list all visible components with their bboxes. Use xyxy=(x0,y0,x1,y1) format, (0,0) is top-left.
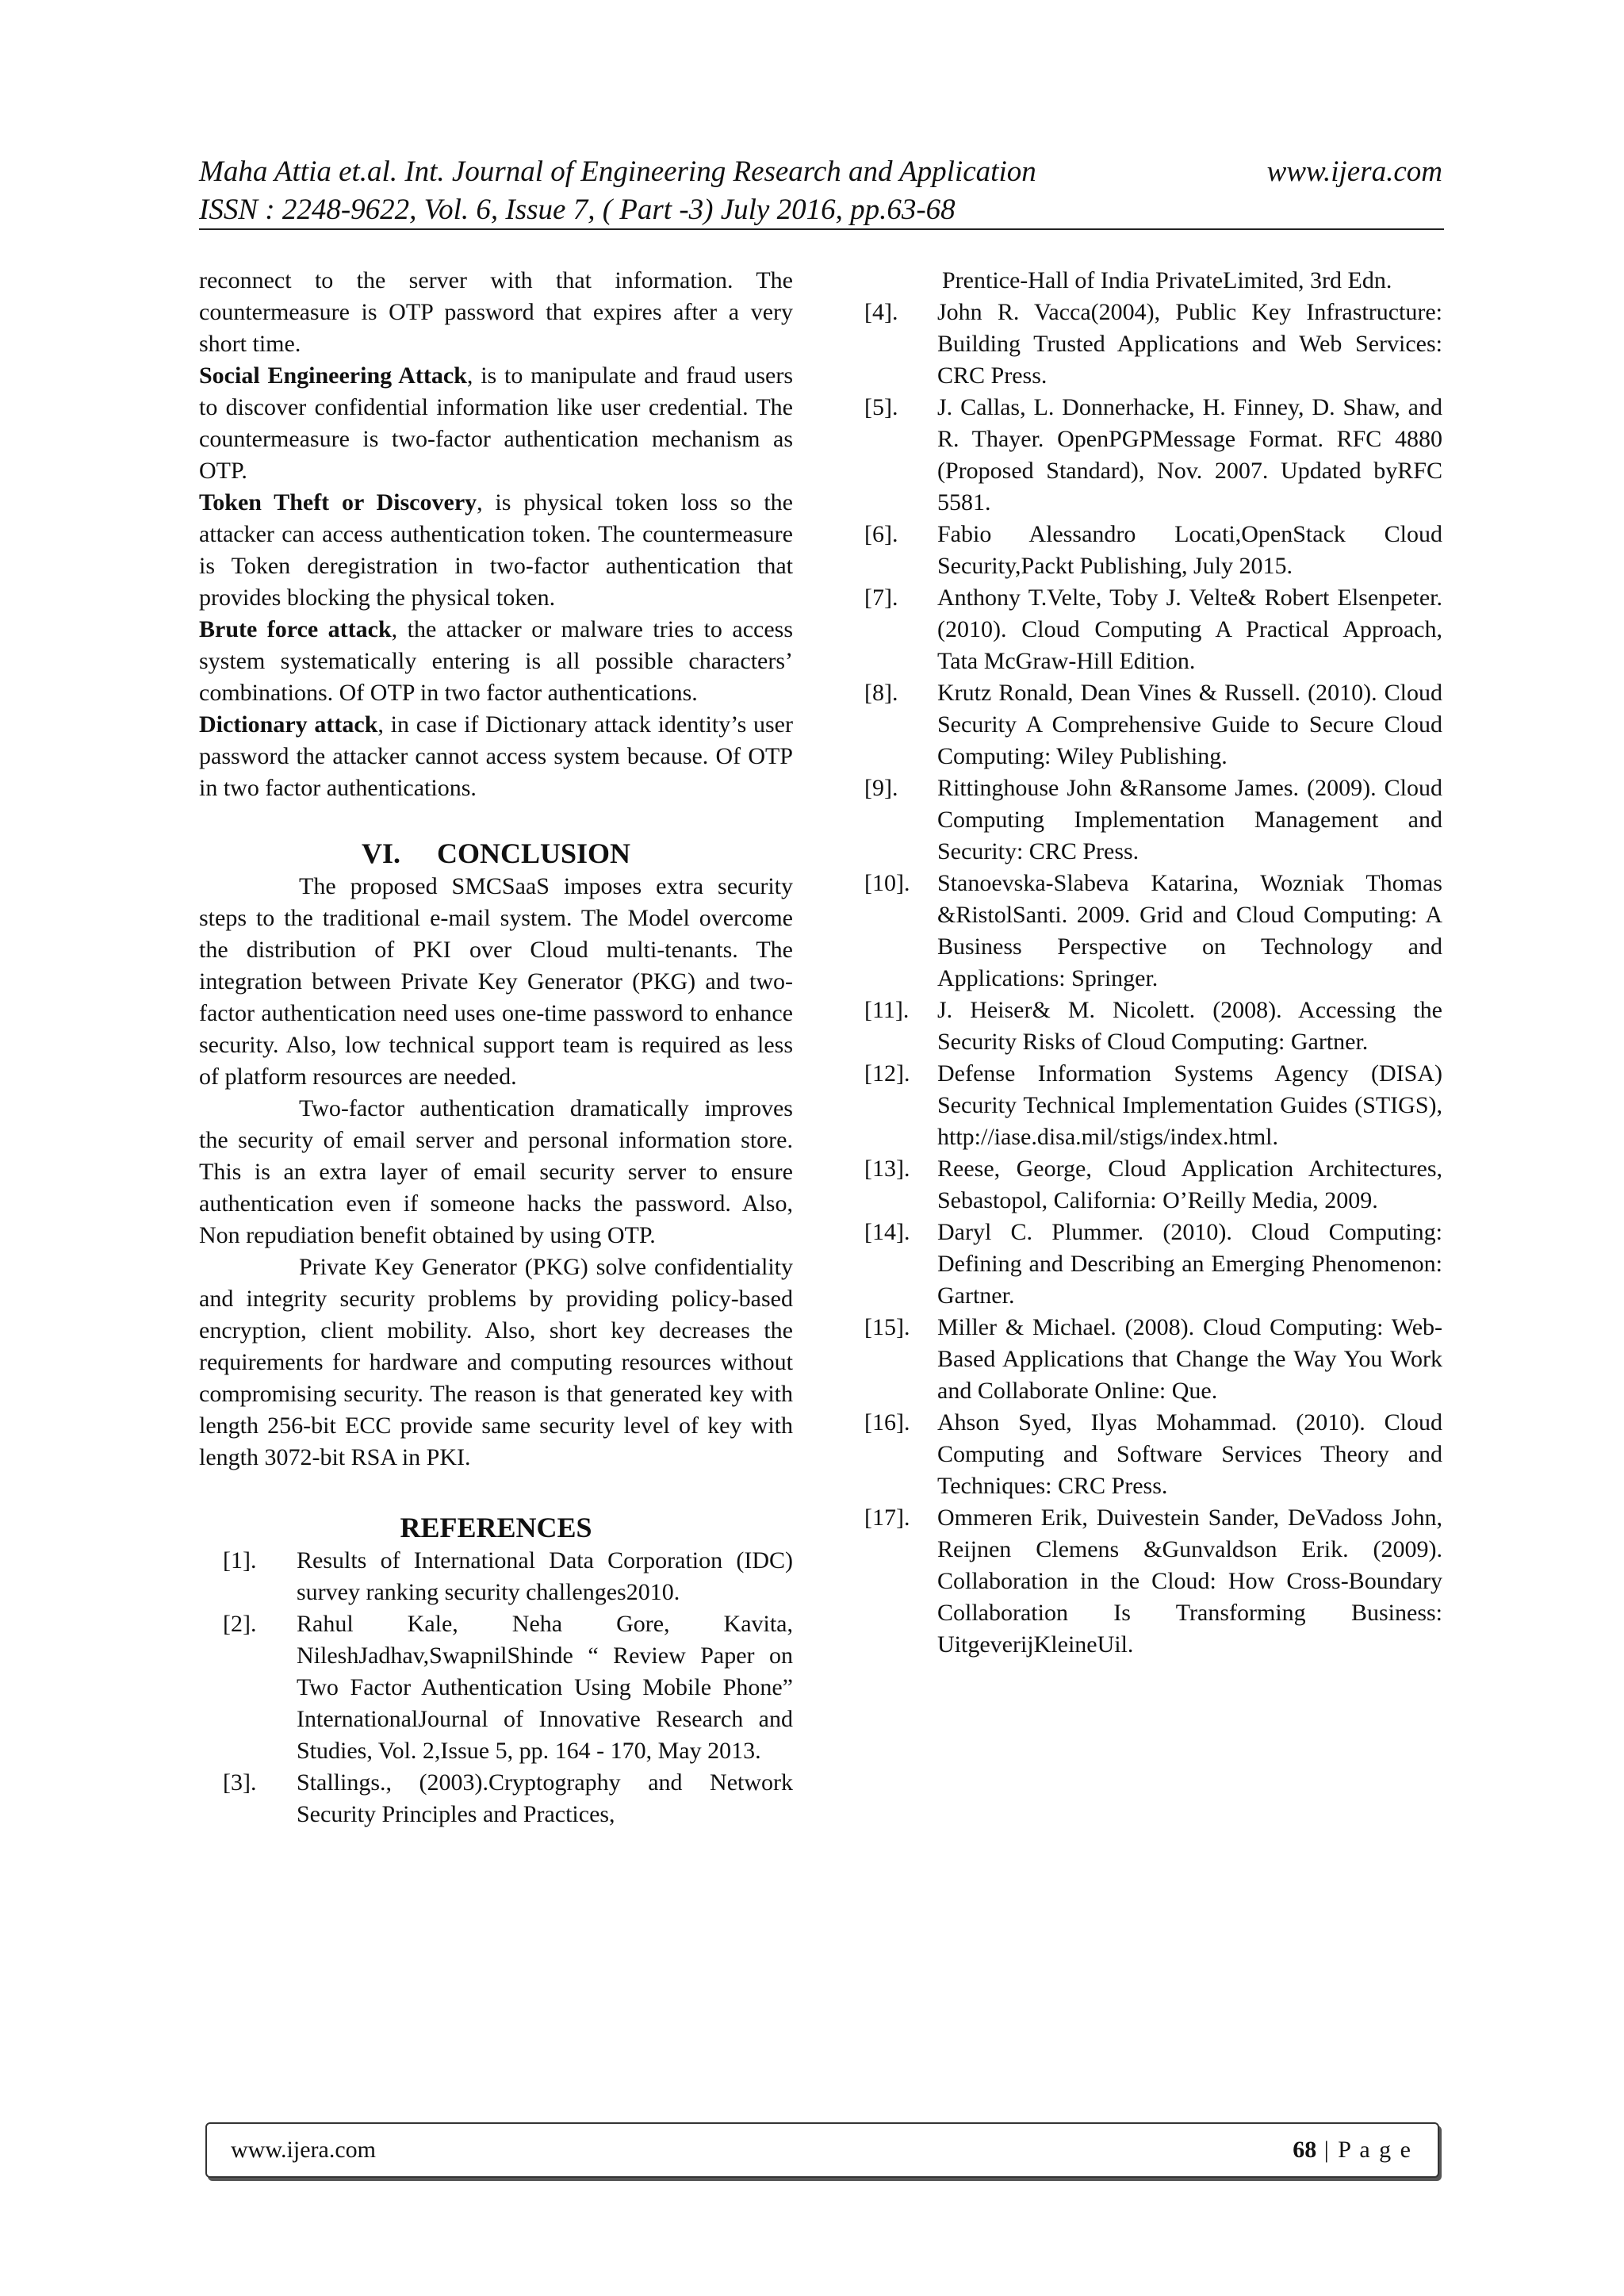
reference-item xyxy=(864,582,1442,677)
right-column xyxy=(864,265,1442,1661)
reference-text: J. Heiser& M. Nicolett. (2008). Accessing the Security Risks of Cloud Computing: Gartner. xyxy=(937,997,1442,1055)
attack-term: Token Theft or Discovery xyxy=(199,489,477,516)
reference-text: Stanoevska-Slabeva Katarina, Wozniak Thomas &RistolSanti. 2009. Grid and Cloud Computing: A Business Perspective on Technology and Applications: Springer. xyxy=(937,870,1442,991)
running-header xyxy=(199,155,1442,189)
reference-number: [16]. xyxy=(864,1409,910,1435)
reference-text: Results of International Data Corporation (IDC) survey ranking security challenges2010. xyxy=(297,1547,793,1605)
body-paragraph: Brute force attack, the attacker or malware tries to access system systematically entering is all possible characters’ combinations. Of OTP in two factor authentications. xyxy=(199,616,793,706)
reference-text: Krutz Ronald, Dean Vines & Russell. (2010). Cloud Security A Comprehensive Guide to Secure Cloud Computing: Wiley Publishing. xyxy=(937,680,1442,769)
reference-text: Defense Information Systems Agency (DISA) Security Technical Implementation Guides (STIGS), http://iase.disa.mil/stigs/index.html. xyxy=(937,1060,1442,1150)
reference-item xyxy=(864,995,1442,1058)
section-title: CONCLUSION xyxy=(436,838,631,869)
reference-item xyxy=(864,1312,1442,1407)
conclusion-paragraph: Private Key Generator (PKG) solve confidentiality and integrity security problems by providing policy-based encryption, client mobility. Also, short key decreases the requirements for hardware and computing resources without compromising security. The reason is that generated key with length 256-bit ECC provide same security level of key with length 3072-bit RSA in PKI. xyxy=(199,1254,793,1470)
reference-item xyxy=(864,677,1442,772)
body-paragraph: Social Engineering Attack, is to manipulate and fraud users to discover confidential information like user credential. The countermeasure is two-factor authentication mechanism as OTP. xyxy=(199,362,793,484)
reference-item xyxy=(864,1502,1442,1661)
reference-number: [1]. xyxy=(223,1547,257,1573)
reference-text: John R. Vacca(2004), Public Key Infrastructure: Building Trusted Applications and Web Services: CRC Press. xyxy=(937,299,1442,389)
reference-text: J. Callas, L. Donnerhacke, H. Finney, D. Shaw, and R. Thayer. OpenPGPMessage Format. RFC 4880 (Proposed Standard), Nov. 2007. Updated byRFC 5581. xyxy=(937,394,1442,516)
reference-item xyxy=(864,1058,1442,1153)
body-paragraph: Token Theft or Discovery, is physical token loss so the attacker can access authentication token. The countermeasure is Token deregistration in two-factor authentication that provides blocking the physical token. xyxy=(199,489,793,611)
reference-item xyxy=(864,297,1442,392)
reference-list xyxy=(199,1545,793,1830)
reference-number: [13]. xyxy=(864,1156,910,1182)
reference-text: Rittinghouse John &Ransome James. (2009). Cloud Computing Implementation Management and Security: CRC Press. xyxy=(937,775,1442,864)
reference-list xyxy=(864,297,1442,1661)
section-number: VI. xyxy=(361,838,400,869)
page-number: 68 | P a g e xyxy=(1293,2137,1412,2163)
reference-number: [12]. xyxy=(864,1060,910,1087)
reference-number: [14]. xyxy=(864,1219,910,1245)
reference-number: [3]. xyxy=(223,1769,257,1796)
reference-text: Anthony T.Velte, Toby J. Velte& Robert Elsenpeter. (2010). Cloud Computing A Practical Approach, Tata McGraw-Hill Edition. xyxy=(937,585,1442,674)
journal-citation: Maha Attia et.al. Int. Journal of Engineering Research and Application xyxy=(199,155,1036,188)
attack-term: Dictionary attack xyxy=(199,711,378,738)
header-divider xyxy=(199,228,1444,230)
attack-term: Brute force attack xyxy=(199,616,392,642)
reference-item xyxy=(199,1608,793,1767)
reference-text: Reese, George, Cloud Application Architectures, Sebastopol, California: O’Reilly Media, 2009. xyxy=(937,1156,1442,1213)
footer-website[interactable]: www.ijera.com xyxy=(231,2137,376,2163)
reference-number: [5]. xyxy=(864,394,898,420)
reference-number: [2]. xyxy=(223,1611,257,1637)
reference-number: [8]. xyxy=(864,680,898,706)
reference-item xyxy=(199,1545,793,1608)
section-heading-references: REFERENCES xyxy=(400,1512,592,1543)
attack-term: Social Engineering Attack xyxy=(199,362,467,389)
issn-text: ISSN : 2248-9622, Vol. 6, Issue 7, ( Part -3) July 2016, pp.63-68 xyxy=(199,194,956,226)
reference-number: [7]. xyxy=(864,585,898,611)
reference-number: [4]. xyxy=(864,299,898,325)
body-paragraph: Dictionary attack, in case if Dictionary attack identity’s user password the attacker cannot access system because. Of OTP in two factor authentications. xyxy=(199,711,793,801)
reference-text: Ommeren Erik, Duivestein Sander, DeVadoss John, Reijnen Clemens &Gunvaldson Erik. (2009). Collaboration in the Cloud: How Cross-Boundary Collaboration Is Transforming Business: UitgeverijKleineUil. xyxy=(937,1504,1442,1658)
journal-website[interactable]: www.ijera.com xyxy=(1266,155,1442,188)
reference-number: [11]. xyxy=(864,997,910,1023)
conclusion-paragraph: Two-factor authentication dramatically improves the security of email server and personal information store. This is an extra layer of email security server to ensure authentication even if someone hacks the password. Also, Non repudiation benefit obtained by using OTP. xyxy=(199,1095,793,1248)
reference-item xyxy=(864,519,1442,582)
reference-item xyxy=(864,868,1442,995)
reference-text: Rahul Kale, Neha Gore, Kavita, NileshJadhav,SwapnilShinde “ Review Paper on Two Factor Authentication Using Mobile Phone” InternationalJournal of Innovative Research and Studies, Vol. 2,Issue 5, pp. 164 - 170, May 2013. xyxy=(297,1611,793,1764)
reference-text: Fabio Alessandro Locati,OpenStack Cloud Security,Packt Publishing, July 2015. xyxy=(937,521,1442,579)
reference-text: Stallings., (2003).Cryptography and Network Security Principles and Practices, xyxy=(297,1769,793,1827)
reference-item xyxy=(199,1767,793,1830)
reference-item xyxy=(864,1407,1442,1502)
page-footer xyxy=(205,2122,1439,2178)
body-paragraph: reconnect to the server with that information. The countermeasure is OTP password that expires after a very short time. xyxy=(199,267,793,357)
reference-number: [17]. xyxy=(864,1504,910,1531)
issn-line xyxy=(199,194,1442,227)
reference-number: [9]. xyxy=(864,775,898,801)
left-column xyxy=(199,265,793,1830)
reference-item xyxy=(864,1153,1442,1217)
conclusion-paragraph: The proposed SMCSaaS imposes extra security steps to the traditional e-mail system. The Model overcome the distribution of PKI over Cloud multi-tenants. The integration between Private Key Generator (PKG) and two-factor authentication need uses one-time password to enhance security. Also, low technical support team is required as less of platform resources are needed. xyxy=(199,873,793,1090)
reference-number: [10]. xyxy=(864,870,910,896)
reference-item xyxy=(864,1217,1442,1312)
reference-text: Miller & Michael. (2008). Cloud Computing: Web-Based Applications that Change the Way You Work and Collaborate Online: Que. xyxy=(937,1314,1442,1404)
reference-text: Daryl C. Plummer. (2010). Cloud Computing: Defining and Describing an Emerging Phenomenon: Gartner. xyxy=(937,1219,1442,1309)
reference-item xyxy=(864,392,1442,519)
reference-text: Ahson Syed, Ilyas Mohammad. (2010). Cloud Computing and Software Services Theory and Techniques: CRC Press. xyxy=(937,1409,1442,1499)
reference-number: [15]. xyxy=(864,1314,910,1340)
reference-item xyxy=(864,772,1442,868)
section-heading-conclusion xyxy=(199,836,793,871)
reference-continuation: Prentice-Hall of India PrivateLimited, 3rd Edn. xyxy=(942,267,1392,293)
reference-number: [6]. xyxy=(864,521,898,547)
